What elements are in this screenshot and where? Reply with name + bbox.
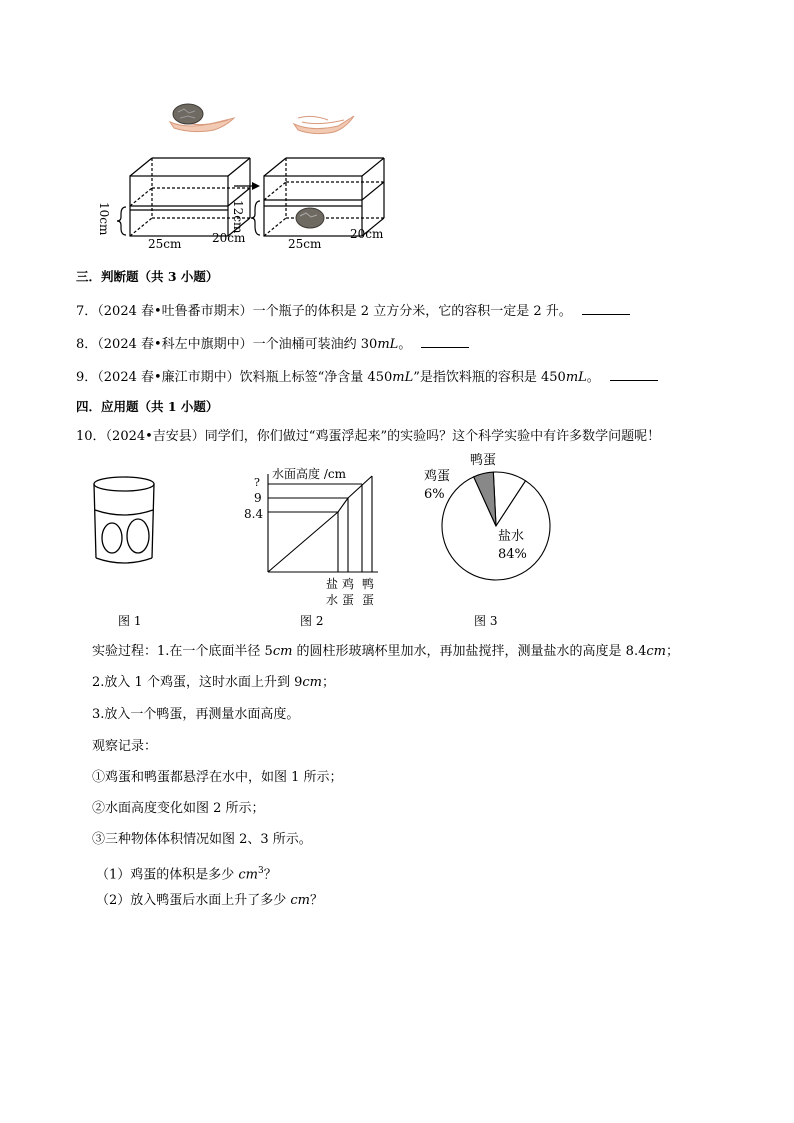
- graph-tick-unknown: ?: [254, 476, 260, 489]
- process-2-text: 2.放入 1 个鸡蛋，这时水面上升到 9: [92, 675, 303, 690]
- graph-y-axis-label: 水面高度 /cm: [272, 467, 346, 481]
- question-7-text: 7．（2024 春•吐鲁番市期末）一个瓶子的体积是 2 立方分米，它的容积一定是 2 升。: [76, 304, 572, 319]
- duck-egg-icon: [127, 519, 149, 553]
- answer-blank-8[interactable]: [421, 333, 469, 348]
- observation-3: ③三种物体体积情况如图 2、3 所示。: [92, 832, 312, 847]
- pie-label-duck: 鸭蛋: [470, 453, 497, 468]
- empty-hand-icon: [294, 116, 354, 134]
- left-height-label: 10cm: [97, 202, 111, 236]
- sub-question-2: [96, 892, 323, 910]
- question-9-unit-2: mL: [565, 370, 587, 385]
- pie-label-salt-pct: 84%: [498, 547, 527, 562]
- graph-x-duck-2: 蛋: [362, 593, 375, 607]
- answer-blank-7[interactable]: [582, 300, 630, 315]
- observation-title: 观察记录：: [92, 739, 158, 754]
- question-8-text: 8．（2024 春•科左中旗期中）一个油桶可装油约 30: [76, 337, 378, 352]
- question-8-unit: mL: [377, 337, 399, 352]
- figure-1-caption: 图 1: [118, 614, 142, 628]
- question-7: [76, 300, 630, 321]
- question-9-mid: ”是指饮料瓶的容积是 450: [413, 370, 566, 385]
- question-9-text: 9．（2024 春•廉江市期中）饮料瓶上标签“净含量 450: [76, 370, 393, 385]
- process-1-mid: 的圆柱形玻璃杯里加水，再加盐搅拌，测量盐水的高度是 8.4: [292, 644, 647, 659]
- section4-heading: 四．应用题（共 1 小题）: [76, 399, 219, 414]
- tank-figure: [88, 96, 398, 260]
- process-1-unit-b: cm: [646, 644, 666, 659]
- sub-question-1-text: （1）鸡蛋的体积是多少: [96, 867, 239, 883]
- process-2-end: ；: [321, 675, 335, 690]
- hand-with-stone-icon: [170, 104, 234, 132]
- right-height-label: 12cm: [231, 200, 245, 234]
- sub-question-1-unit: cm: [238, 867, 259, 883]
- figure-3-pie-chart: [418, 448, 554, 584]
- graph-tick-8-4: 8.4: [244, 507, 264, 521]
- answer-blank-9[interactable]: [610, 366, 658, 381]
- sub-question-1-end: ？: [263, 867, 277, 883]
- right-arrow-icon: [234, 182, 260, 190]
- process-1-end: ；: [665, 644, 679, 659]
- sub-question-1-sup: 3: [258, 866, 264, 876]
- left-width-label: 20cm: [212, 231, 246, 245]
- section3-heading: 三．判断题（共 3 小题）: [76, 269, 219, 284]
- graph-x-egg-2: 蛋: [342, 593, 355, 607]
- question-8: [76, 333, 469, 354]
- process-1-text: 实验过程：1.在一个底面半径 5: [92, 644, 273, 659]
- figure-1-glass: [88, 474, 160, 566]
- process-line-2: [92, 674, 335, 692]
- egg-icon: [102, 523, 122, 553]
- right-length-label: 25cm: [288, 237, 322, 251]
- question-8-end: 。: [398, 337, 412, 352]
- process-1-unit-a: cm: [272, 644, 293, 659]
- stone-icon: [296, 208, 324, 228]
- process-2-unit: cm: [302, 675, 322, 690]
- pie-label-egg: 鸡蛋: [424, 469, 451, 484]
- pie-label-salt: 盐水: [498, 529, 525, 544]
- left-tank: [117, 158, 250, 236]
- question-10: 10．（2024•吉安县）同学们，你们做过“鸡蛋浮起来”的实验吗？这个科学实验中有许多数学问题呢！: [76, 429, 661, 444]
- left-length-label: 25cm: [148, 237, 182, 251]
- right-width-label: 20cm: [350, 227, 384, 241]
- sub-question-2-text: （2）放入鸭蛋后水面上升了多少: [96, 893, 291, 908]
- graph-x-salt-1: 盐: [326, 577, 339, 591]
- graph-x-egg-1: 鸡: [342, 577, 355, 591]
- process-line-3: 3.放入一个鸭蛋，再测量水面高度。: [92, 707, 300, 722]
- sub-question-2-end: ？: [310, 893, 324, 908]
- graph-x-salt-2: 水: [326, 593, 339, 607]
- question-9-end: 。: [586, 370, 600, 385]
- pie-label-egg-pct: 6%: [424, 487, 445, 502]
- graph-tick-9: 9: [254, 491, 262, 505]
- figure-2-caption: 图 2: [300, 614, 324, 628]
- observation-2: ②水面高度变化如图 2 所示；: [92, 801, 265, 816]
- sub-question-1: [96, 862, 277, 884]
- figure-3-caption: 图 3: [474, 614, 498, 628]
- question-9: [76, 366, 658, 387]
- question-9-unit-1: mL: [392, 370, 414, 385]
- sub-question-2-unit: cm: [290, 893, 311, 908]
- graph-x-duck-1: 鸭: [362, 577, 375, 591]
- figure-2-graph: [240, 462, 390, 612]
- process-line-1: [92, 643, 679, 661]
- observation-1: ①鸡蛋和鸭蛋都悬浮在水中，如图 1 所示；: [92, 770, 343, 785]
